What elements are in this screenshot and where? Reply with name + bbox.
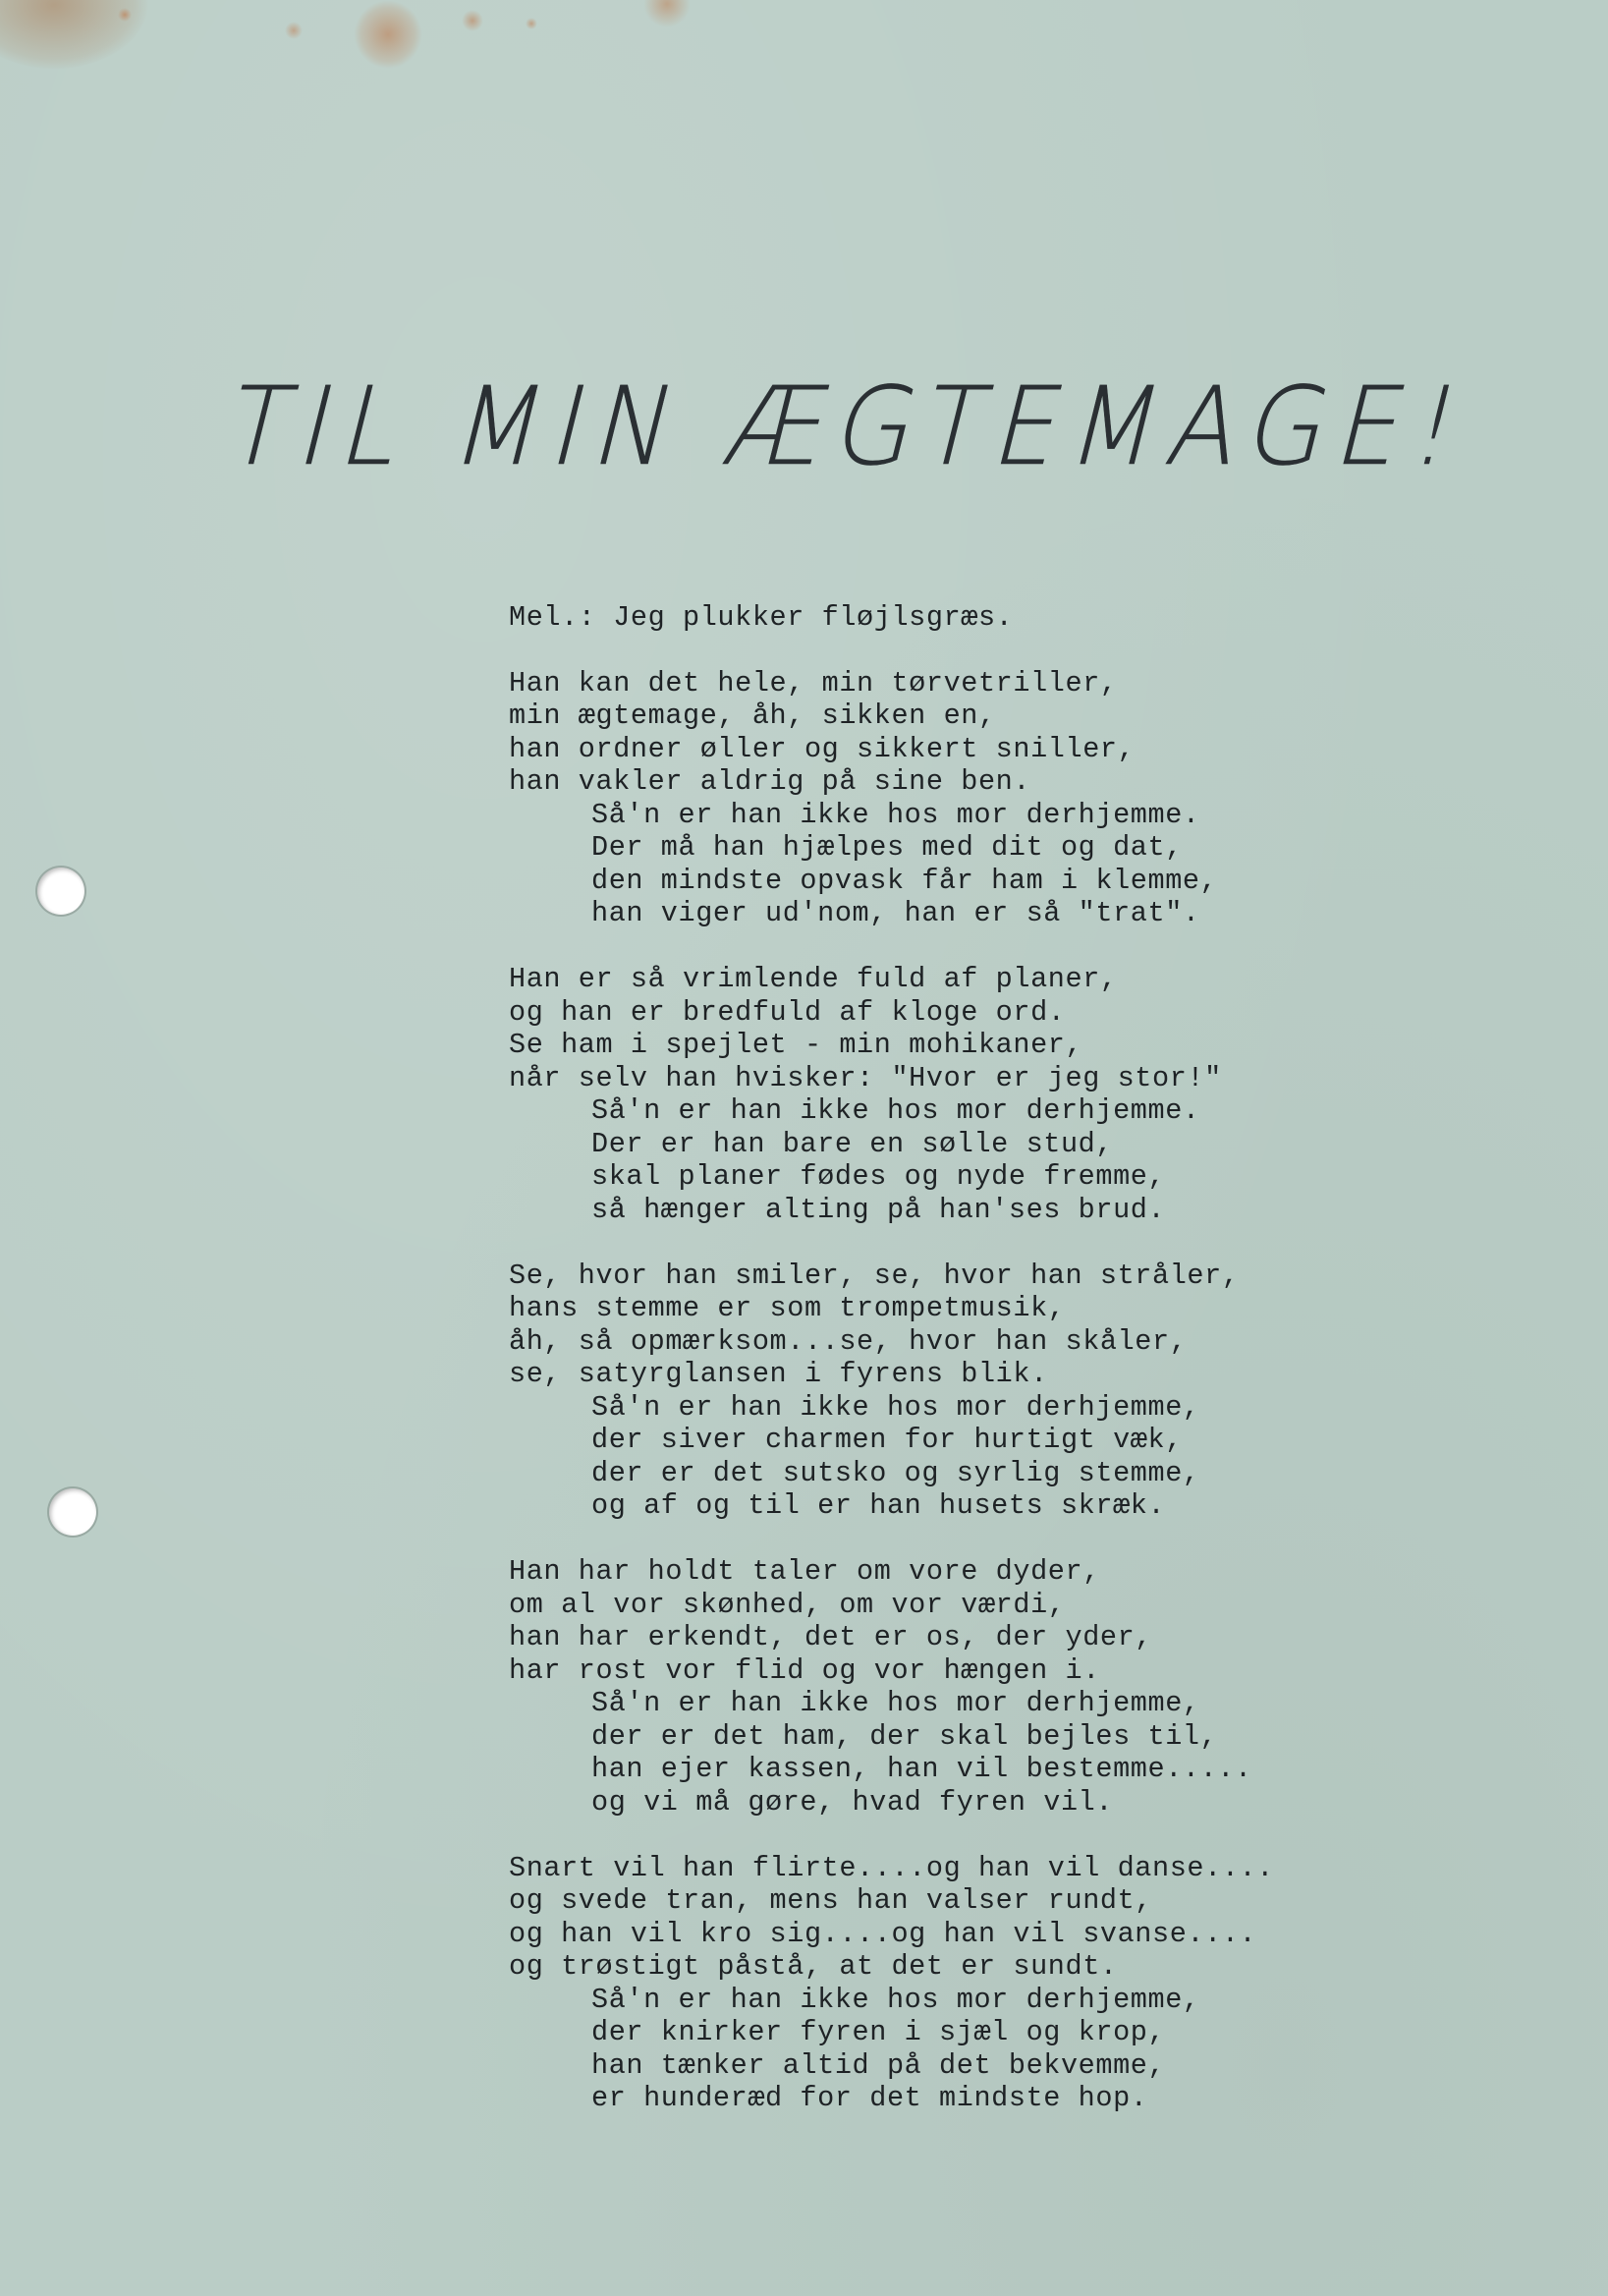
verse-line: Se, hvor han smiler, se, hvor han stråler, (509, 1259, 1240, 1292)
refrain-line: der siver charmen for hurtigt væk, (591, 1424, 1183, 1456)
verse-line: han har erkendt, det er os, der yder, (509, 1621, 1153, 1653)
binder-hole (49, 1488, 96, 1536)
coffee-stain (526, 18, 537, 29)
page-title: TIL MIN ÆGTEMAGE! (214, 364, 1485, 489)
verse-line: og svede tran, mens han valser rundt, (509, 1884, 1153, 1917)
refrain-line: der er det ham, der skal bejles til, (591, 1719, 1218, 1753)
verse-line: Han kan det hele, min tørvetriller, (509, 666, 1118, 700)
verse-line: han vakler aldrig på sine ben. (509, 765, 1031, 798)
verse-line: se, satyrglansen i fyrens blik. (509, 1358, 1048, 1390)
verse-line: når selv han hvisker: "Hvor er jeg stor!" (509, 1061, 1222, 1094)
refrain-line: den mindste opvask får ham i klemme, (591, 864, 1218, 897)
refrain-line: Så'n er han ikke hos mor derhjemme, (591, 1983, 1200, 2016)
stanza-list (509, 667, 1570, 2115)
refrain-line: Så'n er han ikke hos mor derhjemme, (591, 1390, 1200, 1424)
verse-line: han ordner øller og sikkert sniller, (509, 732, 1136, 765)
coffee-stain (643, 0, 691, 28)
stanza (509, 1852, 1570, 2115)
refrain-line: så hænger alting på han'ses brud. (591, 1193, 1166, 1226)
verse-line: min ægtemage, åh, sikken en, (509, 700, 996, 732)
refrain-line: er hunderæd for det mindste hop. (591, 2082, 1148, 2114)
verse-line: åh, så opmærksom...se, hvor han skåler, (509, 1324, 1188, 1358)
verse-line: har rost vor flid og vor hængen i. (509, 1653, 1100, 1687)
refrain-line: Der er han bare en sølle stud, (591, 1127, 1114, 1160)
refrain-line: han tænker altid på det bekvemme, (591, 2048, 1166, 2082)
stanza (509, 1555, 1570, 1819)
binder-hole (37, 868, 84, 915)
verse-line: Han har holdt taler om vore dyder, (509, 1555, 1100, 1588)
refrain-line: han ejer kassen, han vil bestemme..... (591, 1753, 1252, 1785)
stanza (509, 963, 1570, 1226)
refrain-line: Der må han hjælpes med dit og dat, (591, 831, 1183, 864)
refrain-line: skal planer fødes og nyde fremme, (591, 1160, 1166, 1193)
refrain-line: og af og til er han husets skræk. (591, 1489, 1166, 1522)
coffee-stain (118, 8, 132, 22)
verse-line: om al vor skønhed, om vor værdi, (509, 1588, 1066, 1621)
refrain-line: Så'n er han ikke hos mor derhjemme, (591, 1687, 1200, 1719)
refrain-line: og vi må gøre, hvad fyren vil. (591, 1785, 1114, 1819)
stanza (509, 1260, 1570, 1523)
refrain-line: der er det sutsko og syrlig stemme, (591, 1456, 1200, 1489)
refrain-line: Så'n er han ikke hos mor derhjemme. (591, 798, 1200, 831)
verse-line: Se ham i spejlet - min mohikaner, (509, 1029, 1083, 1061)
verse-line: og trøstigt påstå, at det er sundt. (509, 1950, 1118, 1983)
verse-line: Han er så vrimlende fuld af planer, (509, 963, 1118, 995)
refrain-line: der knirker fyren i sjæl og krop, (591, 2016, 1166, 2048)
coffee-stain (354, 0, 422, 69)
verse-line: og han vil kro sig....og han vil svanse.... (509, 1917, 1257, 1950)
refrain-line: Så'n er han ikke hos mor derhjemme. (591, 1094, 1200, 1127)
verse-line: og han er bredfuld af kloge ord. (509, 995, 1066, 1029)
song-text (509, 601, 1570, 2148)
melody-line: Mel.: Jeg plukker fløjlsgræs. (509, 601, 1014, 634)
refrain-line: han viger ud'nom, han er så "trat". (591, 897, 1200, 929)
verse-line: Snart vil han flirte....og han vil danse.... (509, 1851, 1274, 1884)
coffee-stain (462, 10, 483, 31)
coffee-stain (285, 22, 303, 39)
verse-line: hans stemme er som trompetmusik, (509, 1292, 1066, 1324)
stanza (509, 667, 1570, 930)
